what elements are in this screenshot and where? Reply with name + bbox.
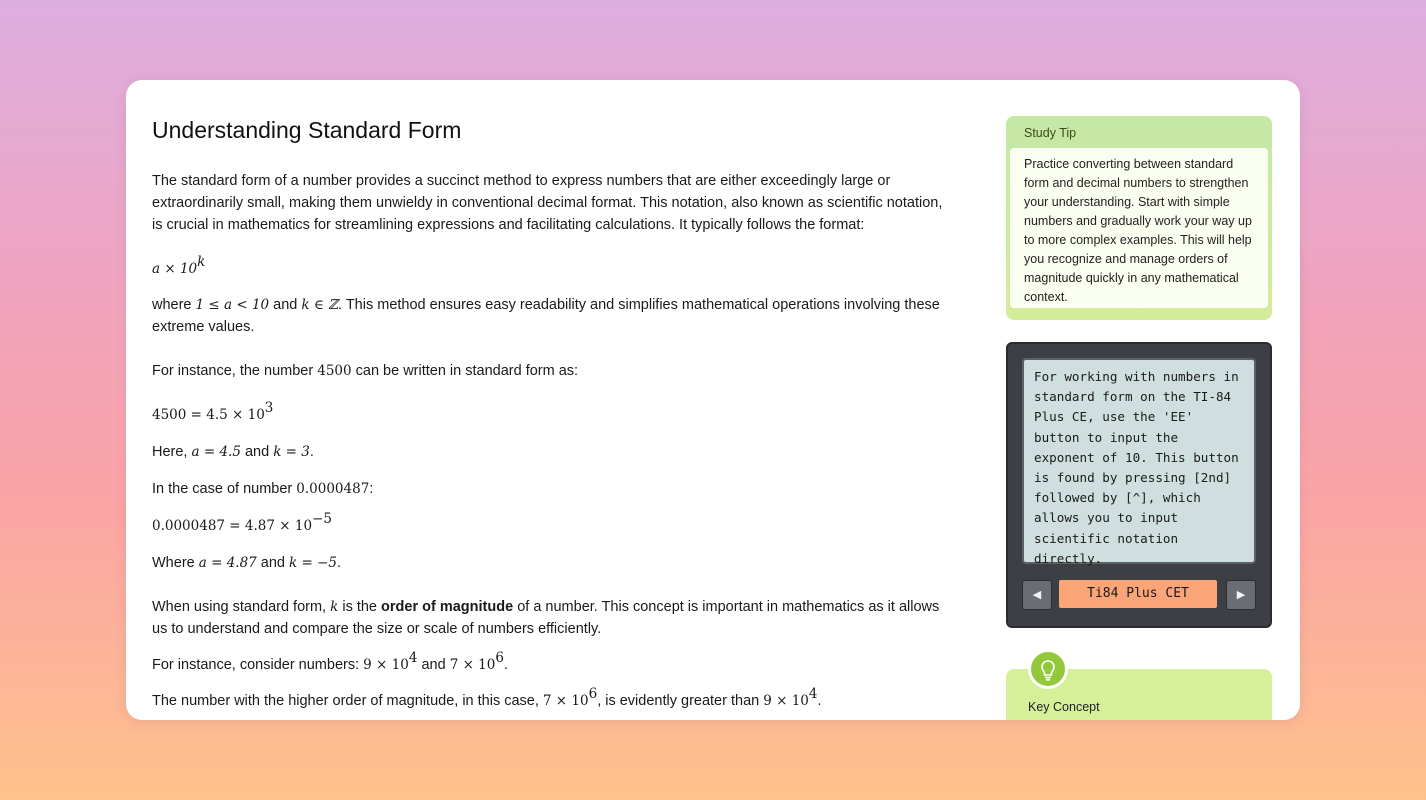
calculator-model-label: Ti84 Plus CET [1059, 580, 1217, 608]
magnitude-paragraph: When using standard form, k is the order of magnitude of a number. This concept is important in mathematics as it allows us to understand and compare the size or scale of numbers efficiently. [152, 599, 940, 637]
previous-button[interactable] [1022, 580, 1052, 610]
equation-small-number: $0.0000487 = 4.87 \times 10^{-5}$ [152, 511, 332, 534]
chevron-left-icon: ◀ [1032, 589, 1042, 601]
instance-paragraph: For instance, the number 4500 can be written in standard form as: [152, 363, 579, 379]
calculator-screen: For working with numbers in standard form on the TI-84 Plus CE, use the 'EE' button to input the exponent of 10. This button is found by pressing [2nd] followed by [^], which allows you to input scientific notation directly. [1022, 358, 1256, 564]
consider-paragraph: For instance, consider numbers: $9 \times 10^4$ and $7 \times 10^6$. [152, 650, 508, 673]
page-title: Understanding Standard Form [152, 117, 462, 143]
order-of-magnitude-term: order of magnitude [381, 599, 514, 615]
key-concept-title: Key Concept [1028, 700, 1100, 714]
study-tip-title: Study Tip [1024, 126, 1077, 140]
key-concept-card [1006, 669, 1272, 720]
next-button[interactable] [1226, 580, 1256, 610]
here-paragraph: Here, a = 4.5 and k = 3. [152, 444, 314, 460]
lesson-card [126, 80, 1300, 720]
calculator-controls [1022, 580, 1256, 610]
case-paragraph: In the case of number 0.0000487: [152, 481, 374, 497]
where-paragraph: Where a = 4.87 and k = −5. [152, 555, 342, 571]
calculator-widget [1006, 342, 1272, 628]
lightbulb-icon [1028, 649, 1068, 689]
study-tip-body: Practice converting between standard form and decimal numbers to strengthen your understanding. Start with simple numbers and gradually work your way up to more complex examples. This will help you recognize and manage orders of magnitude quickly in any mathematical context. [1010, 148, 1268, 308]
sidebar [1006, 116, 1272, 628]
comparison-paragraph: The number with the higher order of magnitude, in this case, $7 \times 10^6$, is evidently greater than $9 \times 10^4$. [152, 686, 822, 709]
equation-4500: $4500 = 4.5 \times 10^3$ [152, 400, 274, 423]
formula-general: $a \times 10^k$ [152, 254, 206, 277]
study-tip-card [1006, 116, 1272, 320]
intro-paragraph: The standard form of a number provides a succinct method to express numbers that are either exceedingly large or extraordinarily small, making them unwieldy in conventional decimal format. This notation, also known as scientific notation, is crucial in mathematics for streamlining expressions and facilitating calculations. It typically follows the format: [152, 173, 943, 233]
chevron-right-icon: ▶ [1236, 589, 1246, 601]
condition-paragraph: where 1 ≤ a < 10 and k ∈ ℤ. This method ensures easy readability and simplifies mathematical operations involving these extreme values. [152, 297, 940, 335]
article-content [152, 80, 952, 712]
